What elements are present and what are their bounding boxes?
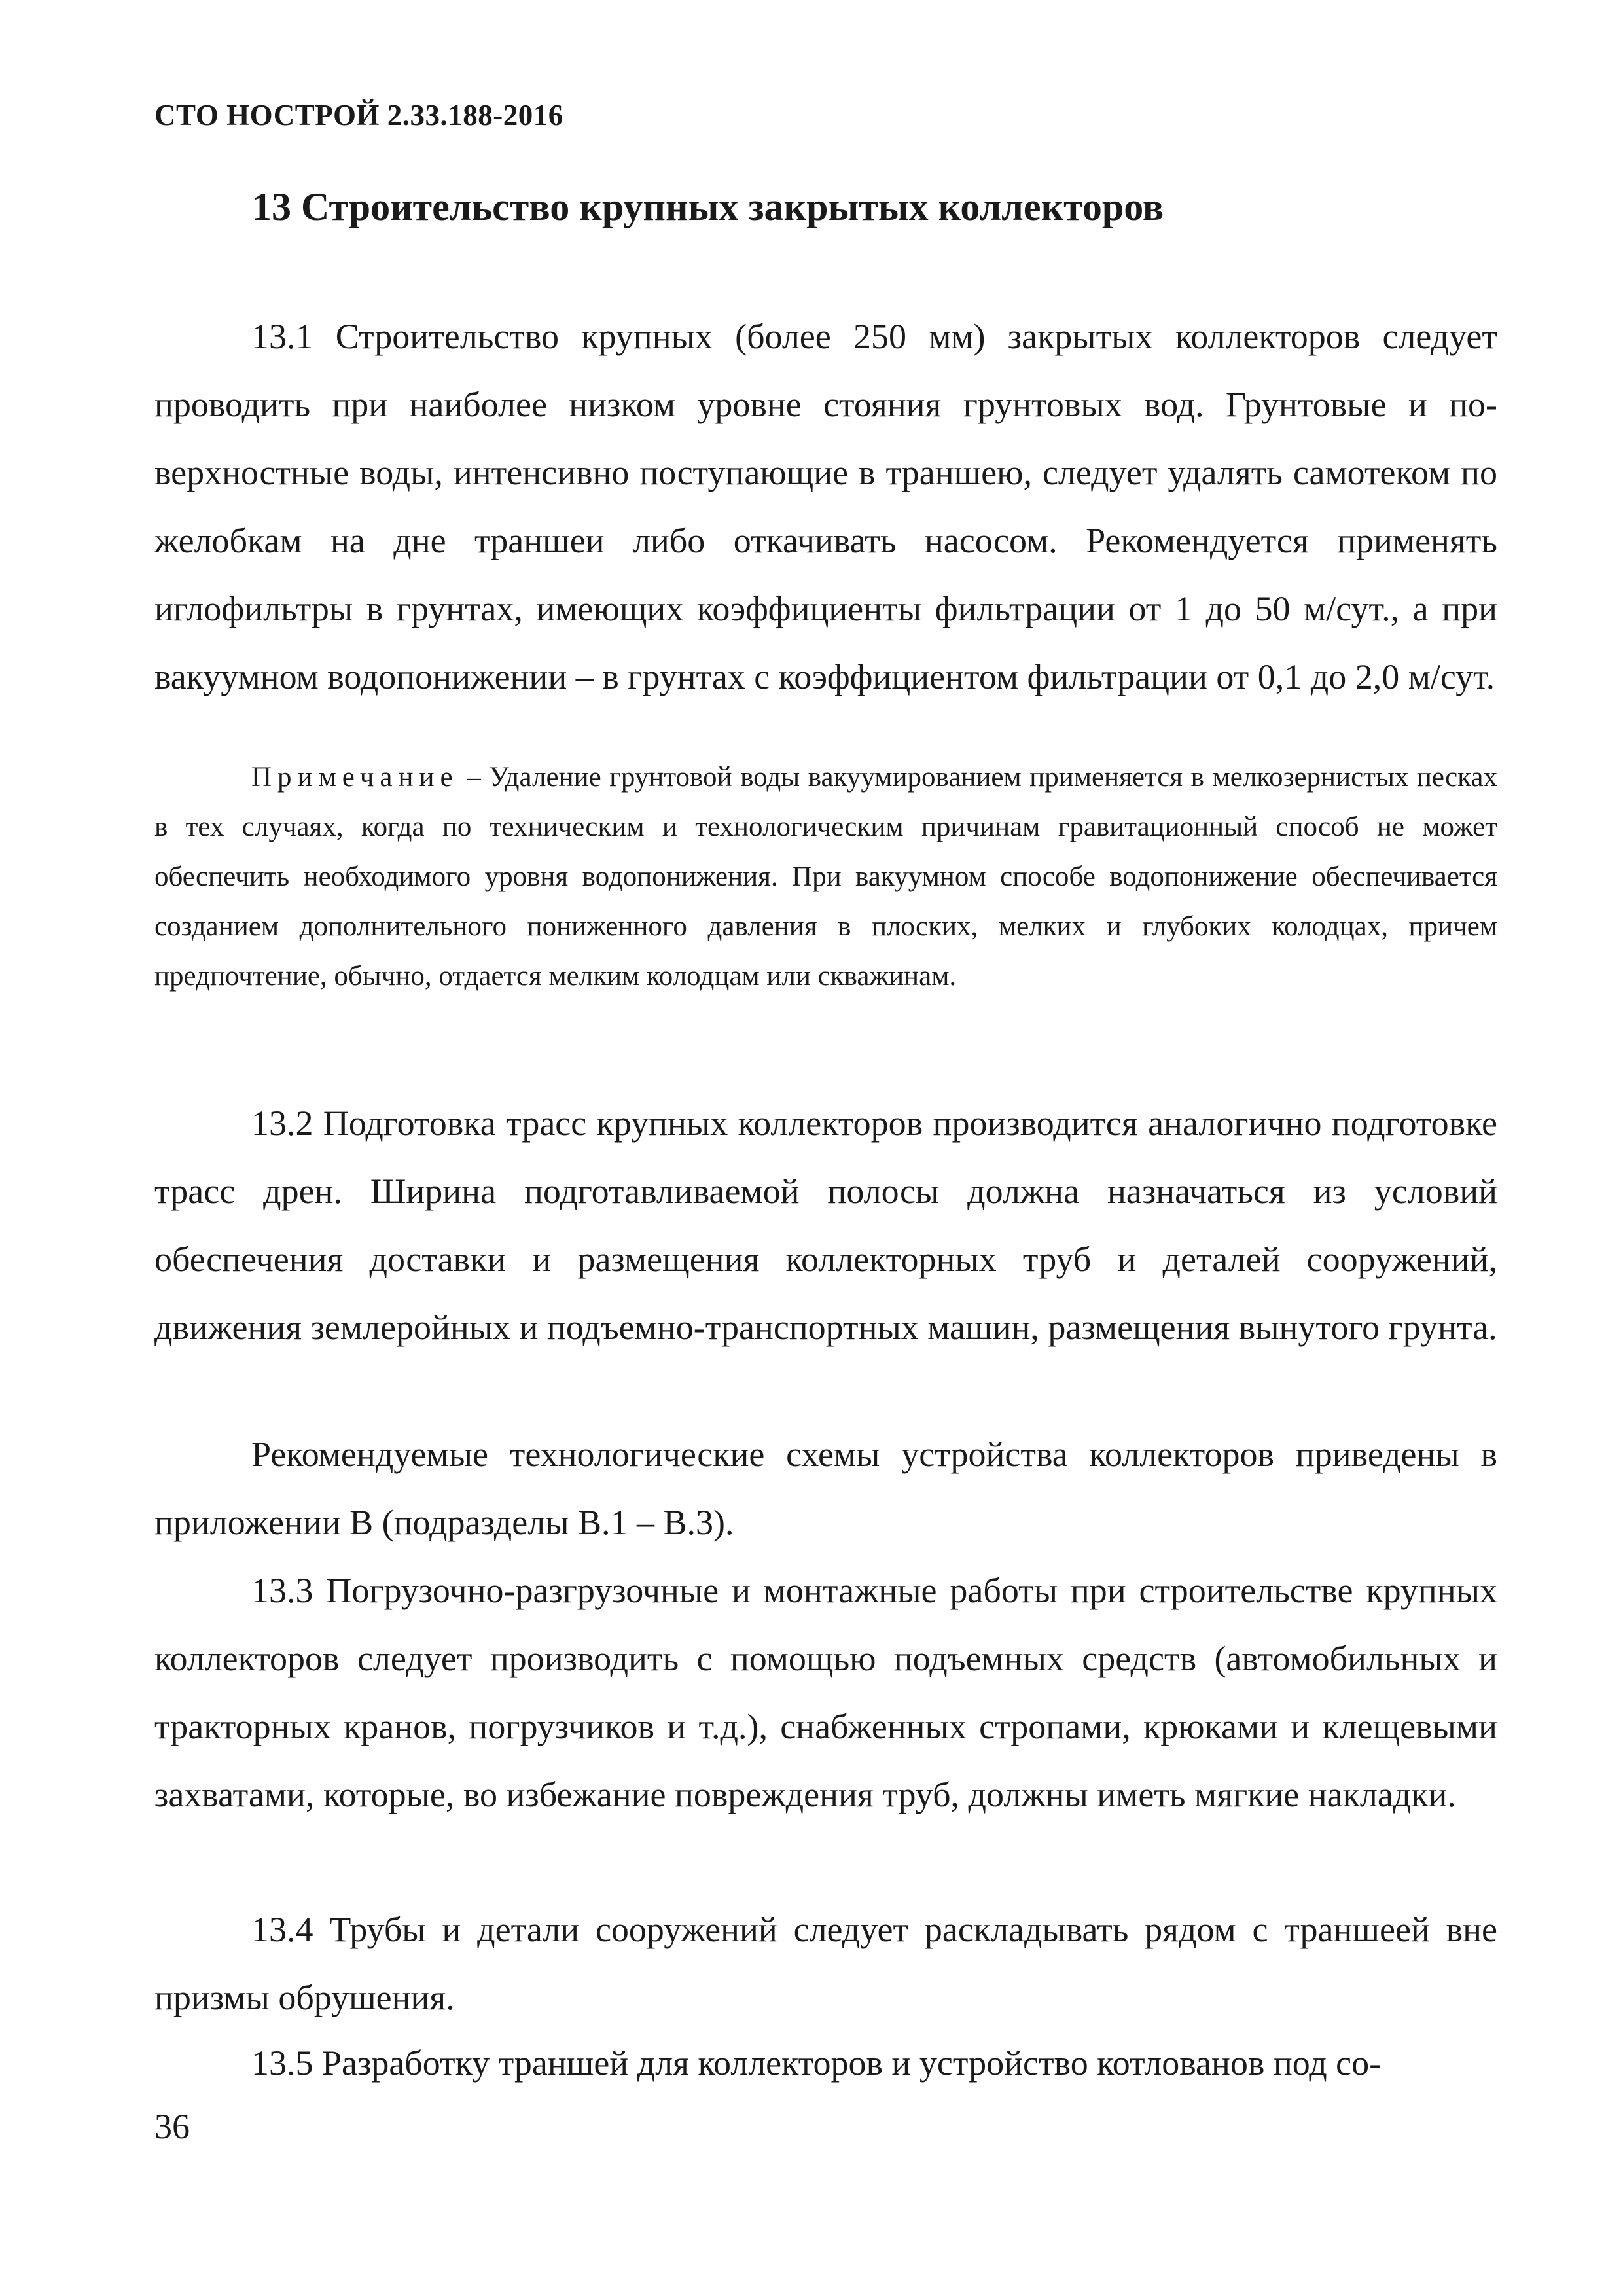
paragraph-13-2: 13.2 Подготовка трасс крупных коллекторов производится аналогично подготовке трасс дрен. Ширина подготавливаемой полосы должна назначаться из условий обеспечения доставки и размещения коллекторных труб и деталей сооружений, движения землеройных и подъемно-транспортных машин, размещения вынутого грунта.	[154, 1103, 1497, 1347]
paragraph-13-4: 13.4 Трубы и детали сооружений следует раскладывать рядом с траншеей вне призмы обрушения.	[154, 1910, 1497, 2017]
section-title: 13 Строительство крупных закрытых коллекторов	[252, 185, 1164, 228]
note-paragraph	[154, 753, 1497, 1001]
note-body: – Удаление грунтовой воды вакуумированием применяется в мелкозернистых песках в тех случаях, когда по техническим и технологическим причинам гравитационный способ не может обеспечить необходимого уровня водопонижения. При вакуумном способе водопонижение обеспечивается созданием дополнительного пониженного давления в плоских, мелких и глубоких колодцах, причем предпочтение, обычно, отдается мелким колодцам или скважинам.	[154, 762, 1497, 992]
paragraph-13-5: 13.5 Разработку траншей для коллекторов и устройство котлованов под со-	[251, 2043, 1382, 2083]
paragraph-13-2-schemes: Рекомендуемые технологические схемы устройства коллекторов приведены в приложении В (подразделы В.1 – В.3).	[154, 1435, 1497, 1542]
note-label: Примечание	[251, 762, 459, 793]
document-code-header: СТО НОСТРОЙ 2.33.188-2016	[154, 99, 563, 132]
paragraph-13-3: 13.3 Погрузочно-разгрузочные и монтажные работы при строительстве крупных коллекторов следует производить с помощью подъемных средств (автомобильных и тракторных кранов, погрузчиков и т.д.), снабженных стропами, крюками и клещевыми захватами, которые, во избежание повреждения труб, должны иметь мягкие накладки.	[154, 1571, 1497, 1814]
page-number: 36	[154, 2107, 190, 2146]
paragraph-13-1: 13.1 Строительство крупных (более 250 мм) закрытых коллекторов следует проводить при наиболее низком уровне стояния грунтовых вод. Грунтовые и поверхностные воды, интенсивно поступающие в траншею, следует удалять самотеком по желобкам на дне траншеи либо откачивать насосом. Рекомендуется применять иглофильтры в грунтах, имеющих коэффициенты фильтрации от 1 до 50 м/сут., а при вакуумном водопонижении – в грунтах с коэффициентом фильтрации от 0,1 до 2,0 м/сут.	[154, 317, 1497, 696]
